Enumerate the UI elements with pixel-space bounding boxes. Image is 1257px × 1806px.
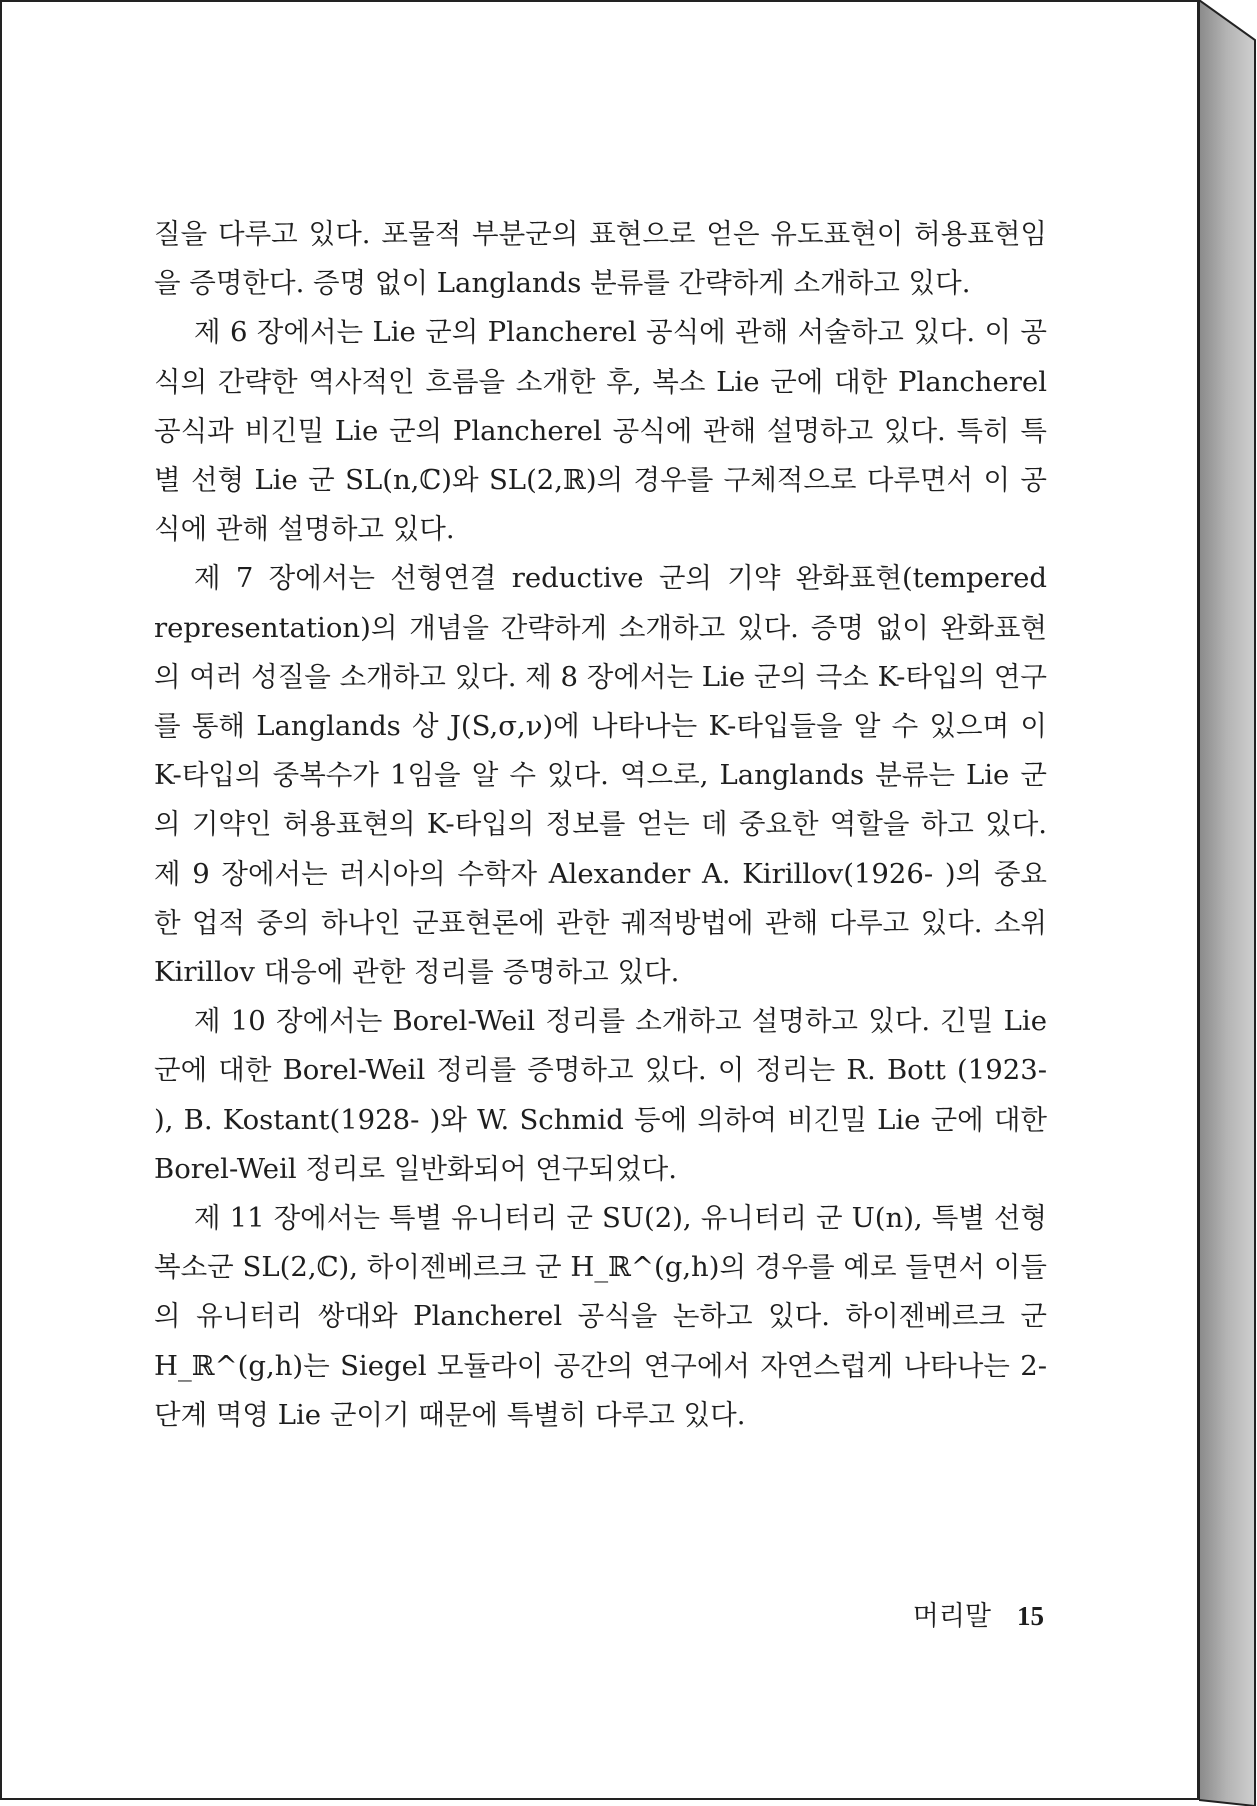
paragraph-1: 질을 다루고 있다. 포물적 부분군의 표현으로 얻은 유도표현이 허용표현임을 증명한다. 증명 없이 Langlands 분류를 간략하게 소개하고 있다. [154, 218, 1047, 300]
page-number: 15 [1017, 1601, 1044, 1631]
running-section-title: 머리말 [912, 1601, 991, 1632]
page-footer [913, 1594, 1044, 1633]
book-side-edge [1199, 0, 1257, 1806]
paragraph-3: 제 7 장에서는 선형연결 reductive 군의 기약 완화표현(tempered representation)의 개념을 간략하게 소개하고 있다. 증명 없이 완화표현의 여러 성질을 소개하고 있다. 제 8 장에서는 Lie 군의 극소 K-타입의 연구를 통해 Langlands 상 J(S,σ,ν)에 나타나는 K-타입들을 알 수 있으며 이 K-타입의 중복수가 1임을 알 수 있다. 역으로, Langlands 분류는 Lie 군의 기약인 허용표현의 K-타입의 정보를 얻는 데 중요한 역할을 하고 있다. 제 9 장에서는 러시아의 수학자 Alexander A. Kirillov(1926- )의 중요한 업적 중의 하나인 군표현론에 관한 궤적방법에 관해 다루고 있다. 소위 Kirillov 대응에 관한 정리를 증명하고 있다. [154, 562, 1047, 989]
paragraph-4: 제 10 장에서는 Borel-Weil 정리를 소개하고 설명하고 있다. 긴밀 Lie 군에 대한 Borel-Weil 정리를 증명하고 있다. 이 정리는 R. Bott (1923- ), B. Kostant(1928- )와 W. Schmid 등에 의하여 비긴밀 Lie 군에 대한 Borel-Weil 정리로 일반화되어 연구되었다. [154, 1005, 1048, 1185]
body-text [154, 210, 1047, 1440]
paragraph-2: 제 6 장에서는 Lie 군의 Plancherel 공식에 관해 서술하고 있다. 이 공식의 간략한 역사적인 흐름을 소개한 후, 복소 Lie 군에 대한 Plancherel 공식과 비긴밀 Lie 군의 Plancherel 공식에 관해 설명하고 있다. 특히 특별 선형 Lie 군 SL(n,ℂ)와 SL(2,ℝ)의 경우를 구체적으로 다루면서 이 공식에 관해 설명하고 있다. [154, 316, 1047, 546]
paragraph-5: 제 11 장에서는 특별 유니터리 군 SU(2), 유니터리 군 U(n), 특별 선형 복소군 SL(2,ℂ), 하이젠베르크 군 H_ℝ^(g,h)의 경우를 예로 들면서 이들의 유니터리 쌍대와 Plancherel 공식을 논하고 있다. 하이젠베르크 군 H_ℝ^(g,h)는 Siegel 모듈라이 공간의 연구에서 자연스럽게 나타나는 2-단계 멱영 Lie 군이기 때문에 특별히 다루고 있다. [154, 1202, 1047, 1431]
